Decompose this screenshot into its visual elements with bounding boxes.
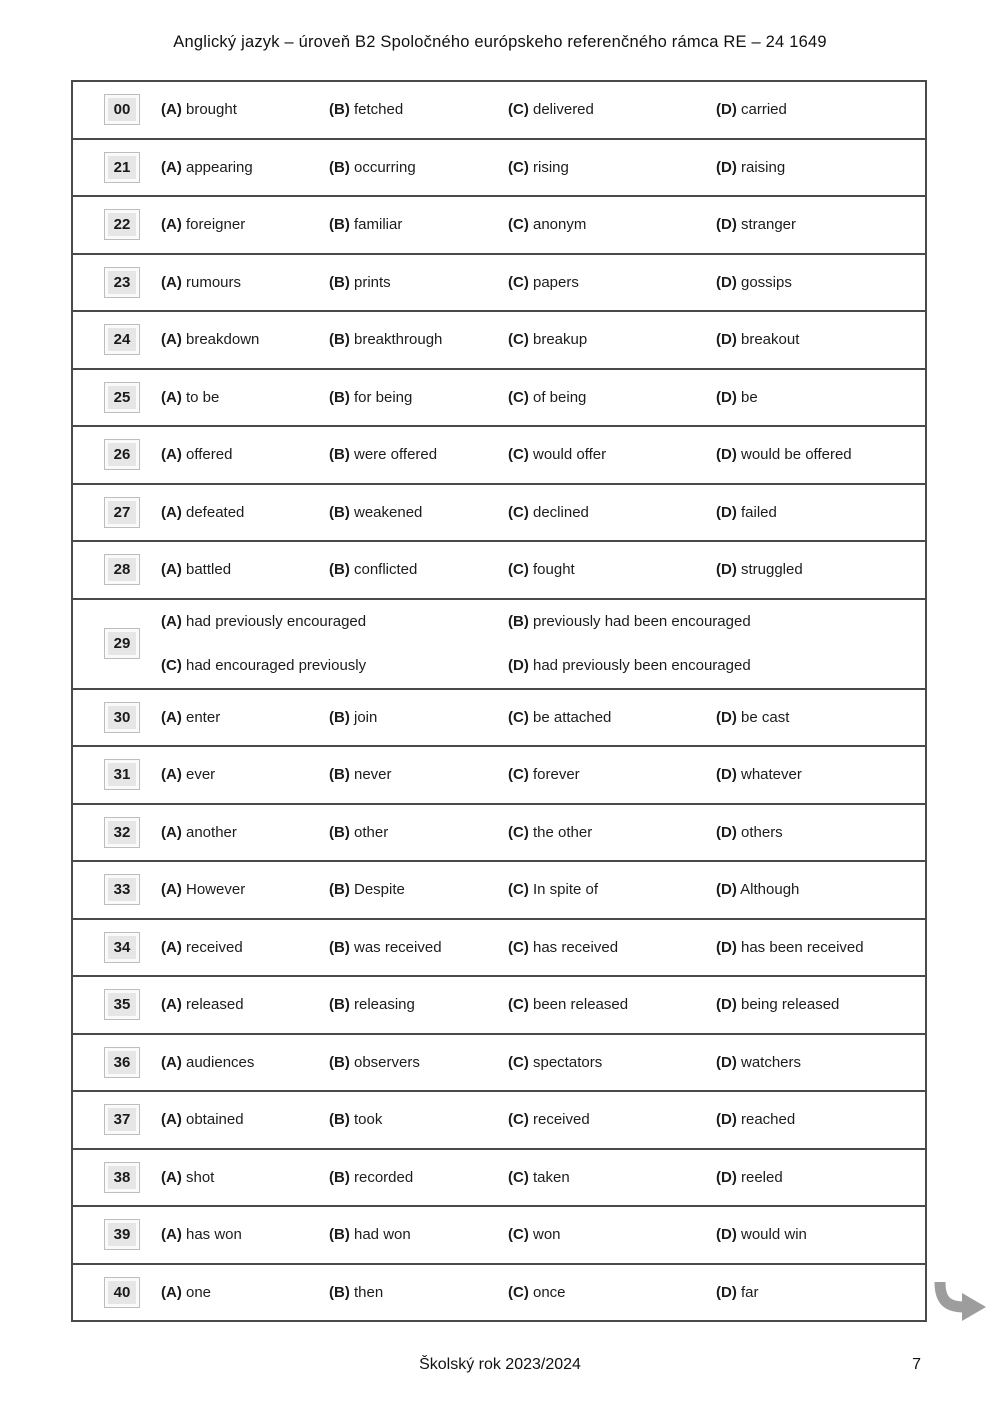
page-header-title: Anglický jazyk – úroveň B2 Spoločného európskeho referenčného rámca RE – 24 1649 bbox=[173, 33, 827, 51]
option-b: (B) was received bbox=[329, 938, 442, 956]
option-a: (A) one bbox=[161, 1283, 212, 1301]
table-row bbox=[73, 312, 925, 370]
option-d: (D) be cast bbox=[716, 708, 790, 726]
table-row bbox=[73, 1150, 925, 1208]
option-c: (C) breakup bbox=[508, 331, 588, 349]
option-d: (D) others bbox=[716, 823, 783, 841]
option-d: (D) would be offered bbox=[716, 446, 852, 464]
question-number-cell bbox=[73, 382, 161, 413]
question-number-badge: 36 bbox=[104, 1047, 140, 1078]
option-c: (C) taken bbox=[508, 1168, 570, 1186]
option-c: (C) would offer bbox=[508, 446, 607, 464]
option-a: (A) enter bbox=[161, 708, 221, 726]
option-b: (B) never bbox=[329, 766, 392, 784]
option-a: (A) brought bbox=[161, 101, 237, 119]
option-b: (B) took bbox=[329, 1111, 383, 1129]
option-b: (B) had won bbox=[329, 1226, 411, 1244]
option-d: (D) reached bbox=[716, 1111, 796, 1129]
table-row bbox=[73, 862, 925, 920]
option-b: (B) previously had been encouraged bbox=[508, 613, 751, 630]
table-row bbox=[73, 542, 925, 600]
option-c: (C) the other bbox=[508, 823, 593, 841]
option-b: (B) familiar bbox=[329, 216, 403, 234]
question-number-cell bbox=[73, 702, 161, 733]
option-a: (A) shot bbox=[161, 1168, 215, 1186]
question-number-cell bbox=[73, 152, 161, 183]
option-b: (B) occurring bbox=[329, 158, 416, 176]
option-a: (A) battled bbox=[161, 561, 232, 579]
option-d: (D) had previously been encouraged bbox=[508, 657, 751, 674]
table-row bbox=[73, 370, 925, 428]
question-number-cell bbox=[73, 628, 161, 659]
question-number-cell bbox=[73, 1277, 161, 1308]
question-number-cell bbox=[73, 1047, 161, 1078]
option-d: (D) would win bbox=[716, 1226, 807, 1244]
option-d: (D) stranger bbox=[716, 216, 797, 234]
question-number-cell bbox=[73, 989, 161, 1020]
option-c: (C) won bbox=[508, 1226, 561, 1244]
next-page-arrow-icon bbox=[930, 1280, 988, 1326]
option-a: (A) obtained bbox=[161, 1111, 244, 1129]
question-number-cell bbox=[73, 439, 161, 470]
option-c: (C) had encouraged previously bbox=[161, 657, 367, 674]
option-b: (B) then bbox=[329, 1283, 384, 1301]
option-d: (D) breakout bbox=[716, 331, 800, 349]
question-number-badge: 33 bbox=[104, 874, 140, 905]
option-c: (C) delivered bbox=[508, 101, 594, 119]
option-a: (A) breakdown bbox=[161, 331, 260, 349]
question-number-cell bbox=[73, 932, 161, 963]
option-c: (C) fought bbox=[508, 561, 575, 579]
option-a: (A) defeated bbox=[161, 503, 245, 521]
option-b: (B) other bbox=[329, 823, 389, 841]
option-c: (C) spectators bbox=[508, 1053, 603, 1071]
question-number-badge: 35 bbox=[104, 989, 140, 1020]
table-row bbox=[73, 747, 925, 805]
option-d: (D) gossips bbox=[716, 273, 792, 291]
option-d: (D) raising bbox=[716, 158, 786, 176]
option-d: (D) carried bbox=[716, 101, 787, 119]
table-row bbox=[73, 920, 925, 978]
table-row bbox=[73, 82, 925, 140]
question-number-badge: 26 bbox=[104, 439, 140, 470]
table-row bbox=[73, 1207, 925, 1265]
question-number-cell bbox=[73, 1104, 161, 1135]
option-b: (B) observers bbox=[329, 1053, 420, 1071]
option-c: (C) of being bbox=[508, 388, 587, 406]
option-d: (D) reeled bbox=[716, 1168, 783, 1186]
question-number-cell bbox=[73, 817, 161, 848]
question-number-badge: 21 bbox=[104, 152, 140, 183]
option-d: (D) failed bbox=[716, 503, 777, 521]
question-number-badge: 39 bbox=[104, 1219, 140, 1250]
question-number-badge: 22 bbox=[104, 209, 140, 240]
option-a: (A) However bbox=[161, 881, 246, 899]
question-number-badge: 31 bbox=[104, 759, 140, 790]
option-c: (C) forever bbox=[508, 766, 580, 784]
question-number-cell bbox=[73, 554, 161, 585]
option-d: (D) struggled bbox=[716, 561, 803, 579]
option-a: (A) ever bbox=[161, 766, 216, 784]
question-number-badge: 34 bbox=[104, 932, 140, 963]
option-b: (B) breakthrough bbox=[329, 331, 443, 349]
option-a: (A) audiences bbox=[161, 1053, 255, 1071]
option-b: (B) fetched bbox=[329, 101, 404, 119]
question-number-cell bbox=[73, 209, 161, 240]
option-a: (A) foreigner bbox=[161, 216, 246, 234]
option-b: (B) were offered bbox=[329, 446, 438, 464]
option-d: (D) being released bbox=[716, 996, 840, 1014]
question-number-badge: 28 bbox=[104, 554, 140, 585]
option-a: (A) rumours bbox=[161, 273, 242, 291]
option-a: (A) offered bbox=[161, 446, 233, 464]
question-number-badge: 30 bbox=[104, 702, 140, 733]
option-b: (B) for being bbox=[329, 388, 413, 406]
table-row bbox=[73, 977, 925, 1035]
option-c: (C) once bbox=[508, 1283, 566, 1301]
option-c: (C) anonym bbox=[508, 216, 587, 234]
option-d: (D) whatever bbox=[716, 766, 802, 784]
question-number-cell bbox=[73, 874, 161, 905]
page-number: 7 bbox=[912, 1356, 921, 1373]
option-d: (D) Although bbox=[716, 881, 800, 899]
table-row bbox=[73, 600, 925, 690]
question-number-badge: 23 bbox=[104, 267, 140, 298]
question-number-badge: 38 bbox=[104, 1162, 140, 1193]
question-number-cell bbox=[73, 497, 161, 528]
option-c: (C) declined bbox=[508, 503, 589, 521]
answer-table bbox=[71, 80, 927, 1322]
option-c: (C) rising bbox=[508, 158, 569, 176]
table-row bbox=[73, 1092, 925, 1150]
table-row bbox=[73, 805, 925, 863]
table-row bbox=[73, 485, 925, 543]
option-c: (C) has received bbox=[508, 938, 619, 956]
question-number-badge: 32 bbox=[104, 817, 140, 848]
question-number-badge: 24 bbox=[104, 324, 140, 355]
option-a: (A) had previously encouraged bbox=[161, 613, 367, 630]
option-a: (A) another bbox=[161, 823, 237, 841]
option-a: (A) released bbox=[161, 996, 244, 1014]
question-number-cell bbox=[73, 1219, 161, 1250]
school-year-text: Školský rok 2023/2024 bbox=[419, 1356, 581, 1373]
question-number-badge: 40 bbox=[104, 1277, 140, 1308]
question-number-cell bbox=[73, 324, 161, 355]
option-d: (D) has been received bbox=[716, 938, 864, 956]
option-c: (C) be attached bbox=[508, 708, 612, 726]
option-b: (B) Despite bbox=[329, 881, 405, 899]
question-number-badge: 27 bbox=[104, 497, 140, 528]
option-b: (B) conflicted bbox=[329, 561, 418, 579]
table-row bbox=[73, 197, 925, 255]
question-number-cell bbox=[73, 94, 161, 125]
question-number-badge: 25 bbox=[104, 382, 140, 413]
option-c: (C) received bbox=[508, 1111, 590, 1129]
table-row bbox=[73, 690, 925, 748]
question-number-badge: 37 bbox=[104, 1104, 140, 1135]
option-d: (D) be bbox=[716, 388, 758, 406]
option-d: (D) far bbox=[716, 1283, 759, 1301]
table-row bbox=[73, 255, 925, 313]
option-a: (A) has won bbox=[161, 1226, 242, 1244]
table-row bbox=[73, 1265, 925, 1321]
option-b: (B) recorded bbox=[329, 1168, 414, 1186]
table-row bbox=[73, 427, 925, 485]
option-a: (A) appearing bbox=[161, 158, 253, 176]
option-d: (D) watchers bbox=[716, 1053, 802, 1071]
option-b: (B) releasing bbox=[329, 996, 415, 1014]
question-number-badge: 00 bbox=[104, 94, 140, 125]
table-row bbox=[73, 140, 925, 198]
question-number-cell bbox=[73, 1162, 161, 1193]
option-a: (A) to be bbox=[161, 388, 220, 406]
table-row bbox=[73, 1035, 925, 1093]
question-number-cell bbox=[73, 267, 161, 298]
option-b: (B) weakened bbox=[329, 503, 423, 521]
option-a: (A) received bbox=[161, 938, 243, 956]
question-number-badge: 29 bbox=[104, 628, 140, 659]
option-c: (C) been released bbox=[508, 996, 629, 1014]
option-c: (C) In spite of bbox=[508, 881, 599, 899]
option-c: (C) papers bbox=[508, 273, 579, 291]
option-b: (B) join bbox=[329, 708, 378, 726]
question-number-cell bbox=[73, 759, 161, 790]
option-b: (B) prints bbox=[329, 273, 391, 291]
